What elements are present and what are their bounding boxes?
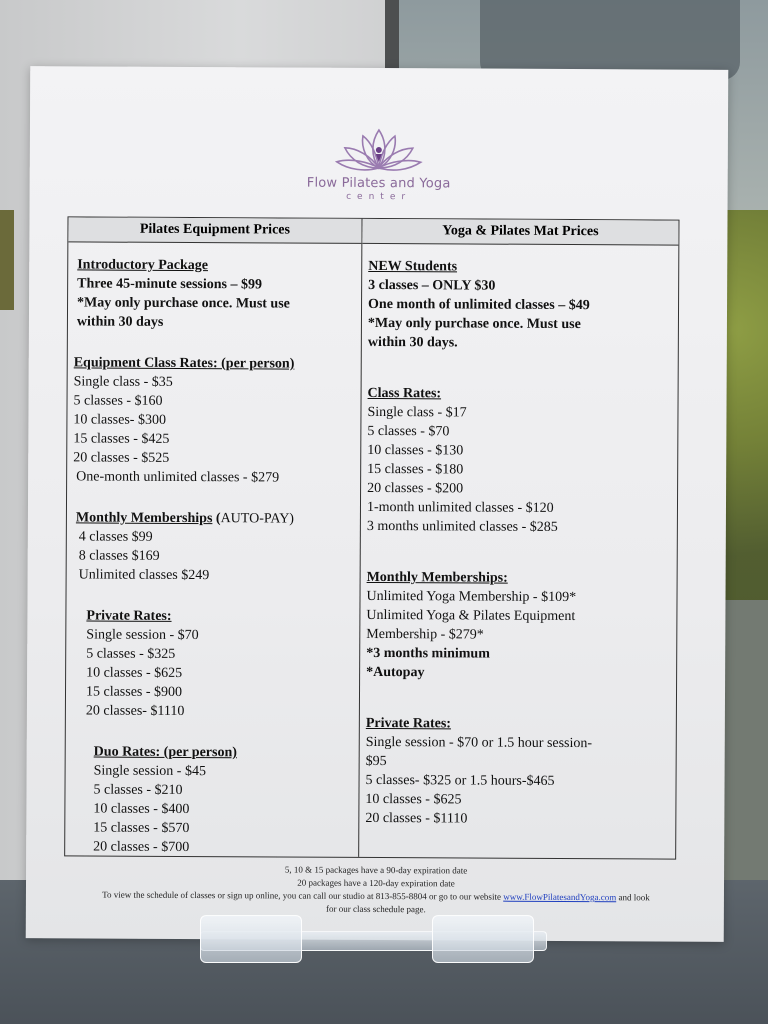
price-item: Single session - $45 (93, 763, 207, 780)
section-new-students (368, 257, 672, 354)
footer-text: and look (618, 892, 650, 903)
footer-text: To view the schedule of classes or sign up online, you can call our studio at 813-855-8804 or go to our website (102, 889, 501, 902)
monthly-suffix: AUTO-PAY) (220, 511, 295, 527)
section-equipment-rates (73, 353, 356, 487)
price-item: 15 classes - $180 (367, 461, 464, 478)
price-item: 5 classes - $325 (86, 646, 176, 662)
price-item: 8 classes $169 (78, 548, 160, 564)
monthly-paren: ( (212, 511, 221, 527)
monthly-title: Monthly Memberships (75, 510, 213, 527)
new-line: 3 classes – ONLY $30 (368, 277, 496, 294)
price-sheet (26, 66, 729, 942)
logo-subtitle: center (346, 191, 412, 203)
private-title: Private Rates: (86, 608, 172, 624)
acrylic-stand (200, 915, 545, 963)
price-item: 20 classes- $1110 (85, 703, 185, 719)
price-item: 20 classes - $525 (73, 450, 170, 466)
section-duo-rates (71, 742, 354, 857)
stand-clip-left (200, 915, 302, 963)
price-item: 15 classes - $425 (73, 431, 170, 447)
new-line: within 30 days. (367, 334, 458, 351)
membership-note: *Autopay (366, 664, 425, 681)
new-line: One month of unlimited classes – $49 (368, 296, 590, 314)
price-item: 5 classes- $325 or 1.5 hours-$465 (365, 772, 555, 789)
lotus-icon (329, 124, 429, 175)
footer-line: for our class schedule page. (325, 903, 426, 915)
section-introductory (74, 255, 356, 332)
private-mat-title: Private Rates: (365, 715, 452, 732)
price-item: Unlimited classes $249 (78, 567, 210, 584)
price-item: Single session - $70 or 1.5 hour session- (365, 734, 593, 752)
price-item: 5 classes - $210 (93, 782, 183, 798)
intro-line: Three 45-minute sessions – $99 (77, 276, 263, 293)
price-item: 10 classes - $130 (367, 442, 464, 459)
spacer (366, 692, 670, 716)
stand-clip-right (432, 915, 534, 963)
price-item: 10 classes- $300 (73, 412, 167, 428)
price-item: $95 (365, 753, 387, 770)
column-divider (358, 219, 362, 857)
website-link[interactable]: www.FlowPilatesandYoga.com (503, 891, 617, 903)
price-item: 15 classes - $900 (85, 684, 183, 700)
class-rates-title: Class Rates: (367, 385, 442, 402)
intro-line: within 30 days (76, 314, 164, 330)
section-class-rates (367, 384, 672, 538)
logo-name: Flow Pilates and Yoga (306, 175, 451, 192)
price-item: 10 classes - $625 (86, 665, 183, 681)
membership-line: Membership - $279* (366, 626, 484, 643)
price-item: 5 classes - $160 (73, 393, 163, 409)
price-item: One-month unlimited classes - $279 (76, 469, 280, 486)
price-item: Single class - $35 (73, 374, 173, 390)
price-item: 3 months unlimited classes - $285 (366, 518, 558, 535)
background-plant-left (0, 210, 14, 310)
price-item: 10 classes - $400 (93, 801, 190, 818)
new-title: NEW Students (368, 258, 458, 275)
section-monthly-memberships (73, 508, 355, 585)
spacer (368, 362, 672, 386)
equipment-title: Equipment Class Rates: (per person) (73, 355, 295, 372)
section-monthly-memberships-mat (366, 568, 671, 684)
price-item: 5 classes - $70 (367, 423, 450, 440)
membership-line: Unlimited Yoga Membership - $109* (366, 588, 577, 606)
header-yoga-mat: Yoga & Pilates Mat Prices (362, 219, 678, 246)
intro-title: Introductory Package (77, 257, 209, 274)
monthly-mat-title: Monthly Memberships: (366, 569, 508, 586)
price-item: Single class - $17 (367, 404, 467, 421)
price-item: 15 classes - $570 (93, 820, 190, 837)
price-item: 1-month unlimited classes - $120 (366, 499, 554, 516)
footer-line: 20 packages have a 120-day expiration date (297, 877, 455, 889)
intro-line: *May only purchase once. Must use (77, 295, 290, 312)
column-pilates-equipment (71, 255, 356, 867)
monthly-title-row (76, 508, 355, 528)
logo (30, 122, 728, 204)
price-item: 20 classes - $700 (93, 839, 190, 856)
new-line: *May only purchase once. Must use (367, 315, 581, 333)
duo-title: Duo Rates: (per person) (93, 744, 237, 761)
column-yoga-mat (365, 257, 672, 840)
footer-notes (66, 862, 686, 917)
membership-note: *3 months minimum (366, 645, 490, 662)
price-table (64, 216, 679, 859)
spacer (367, 546, 671, 570)
price-item: 20 classes - $200 (367, 480, 464, 497)
header-pilates-equipment: Pilates Equipment Prices (68, 217, 361, 244)
price-item: 4 classes $99 (78, 529, 153, 545)
section-private-rates-mat (365, 714, 670, 830)
price-item: 10 classes - $625 (365, 791, 462, 808)
membership-line: Unlimited Yoga & Pilates Equipment (366, 607, 576, 625)
section-private-rates (72, 606, 355, 721)
price-item: Single session - $70 (86, 627, 199, 644)
footer-line: 5, 10 & 15 packages have a 90-day expiration date (284, 864, 468, 876)
price-item: 20 classes - $1110 (365, 810, 468, 827)
